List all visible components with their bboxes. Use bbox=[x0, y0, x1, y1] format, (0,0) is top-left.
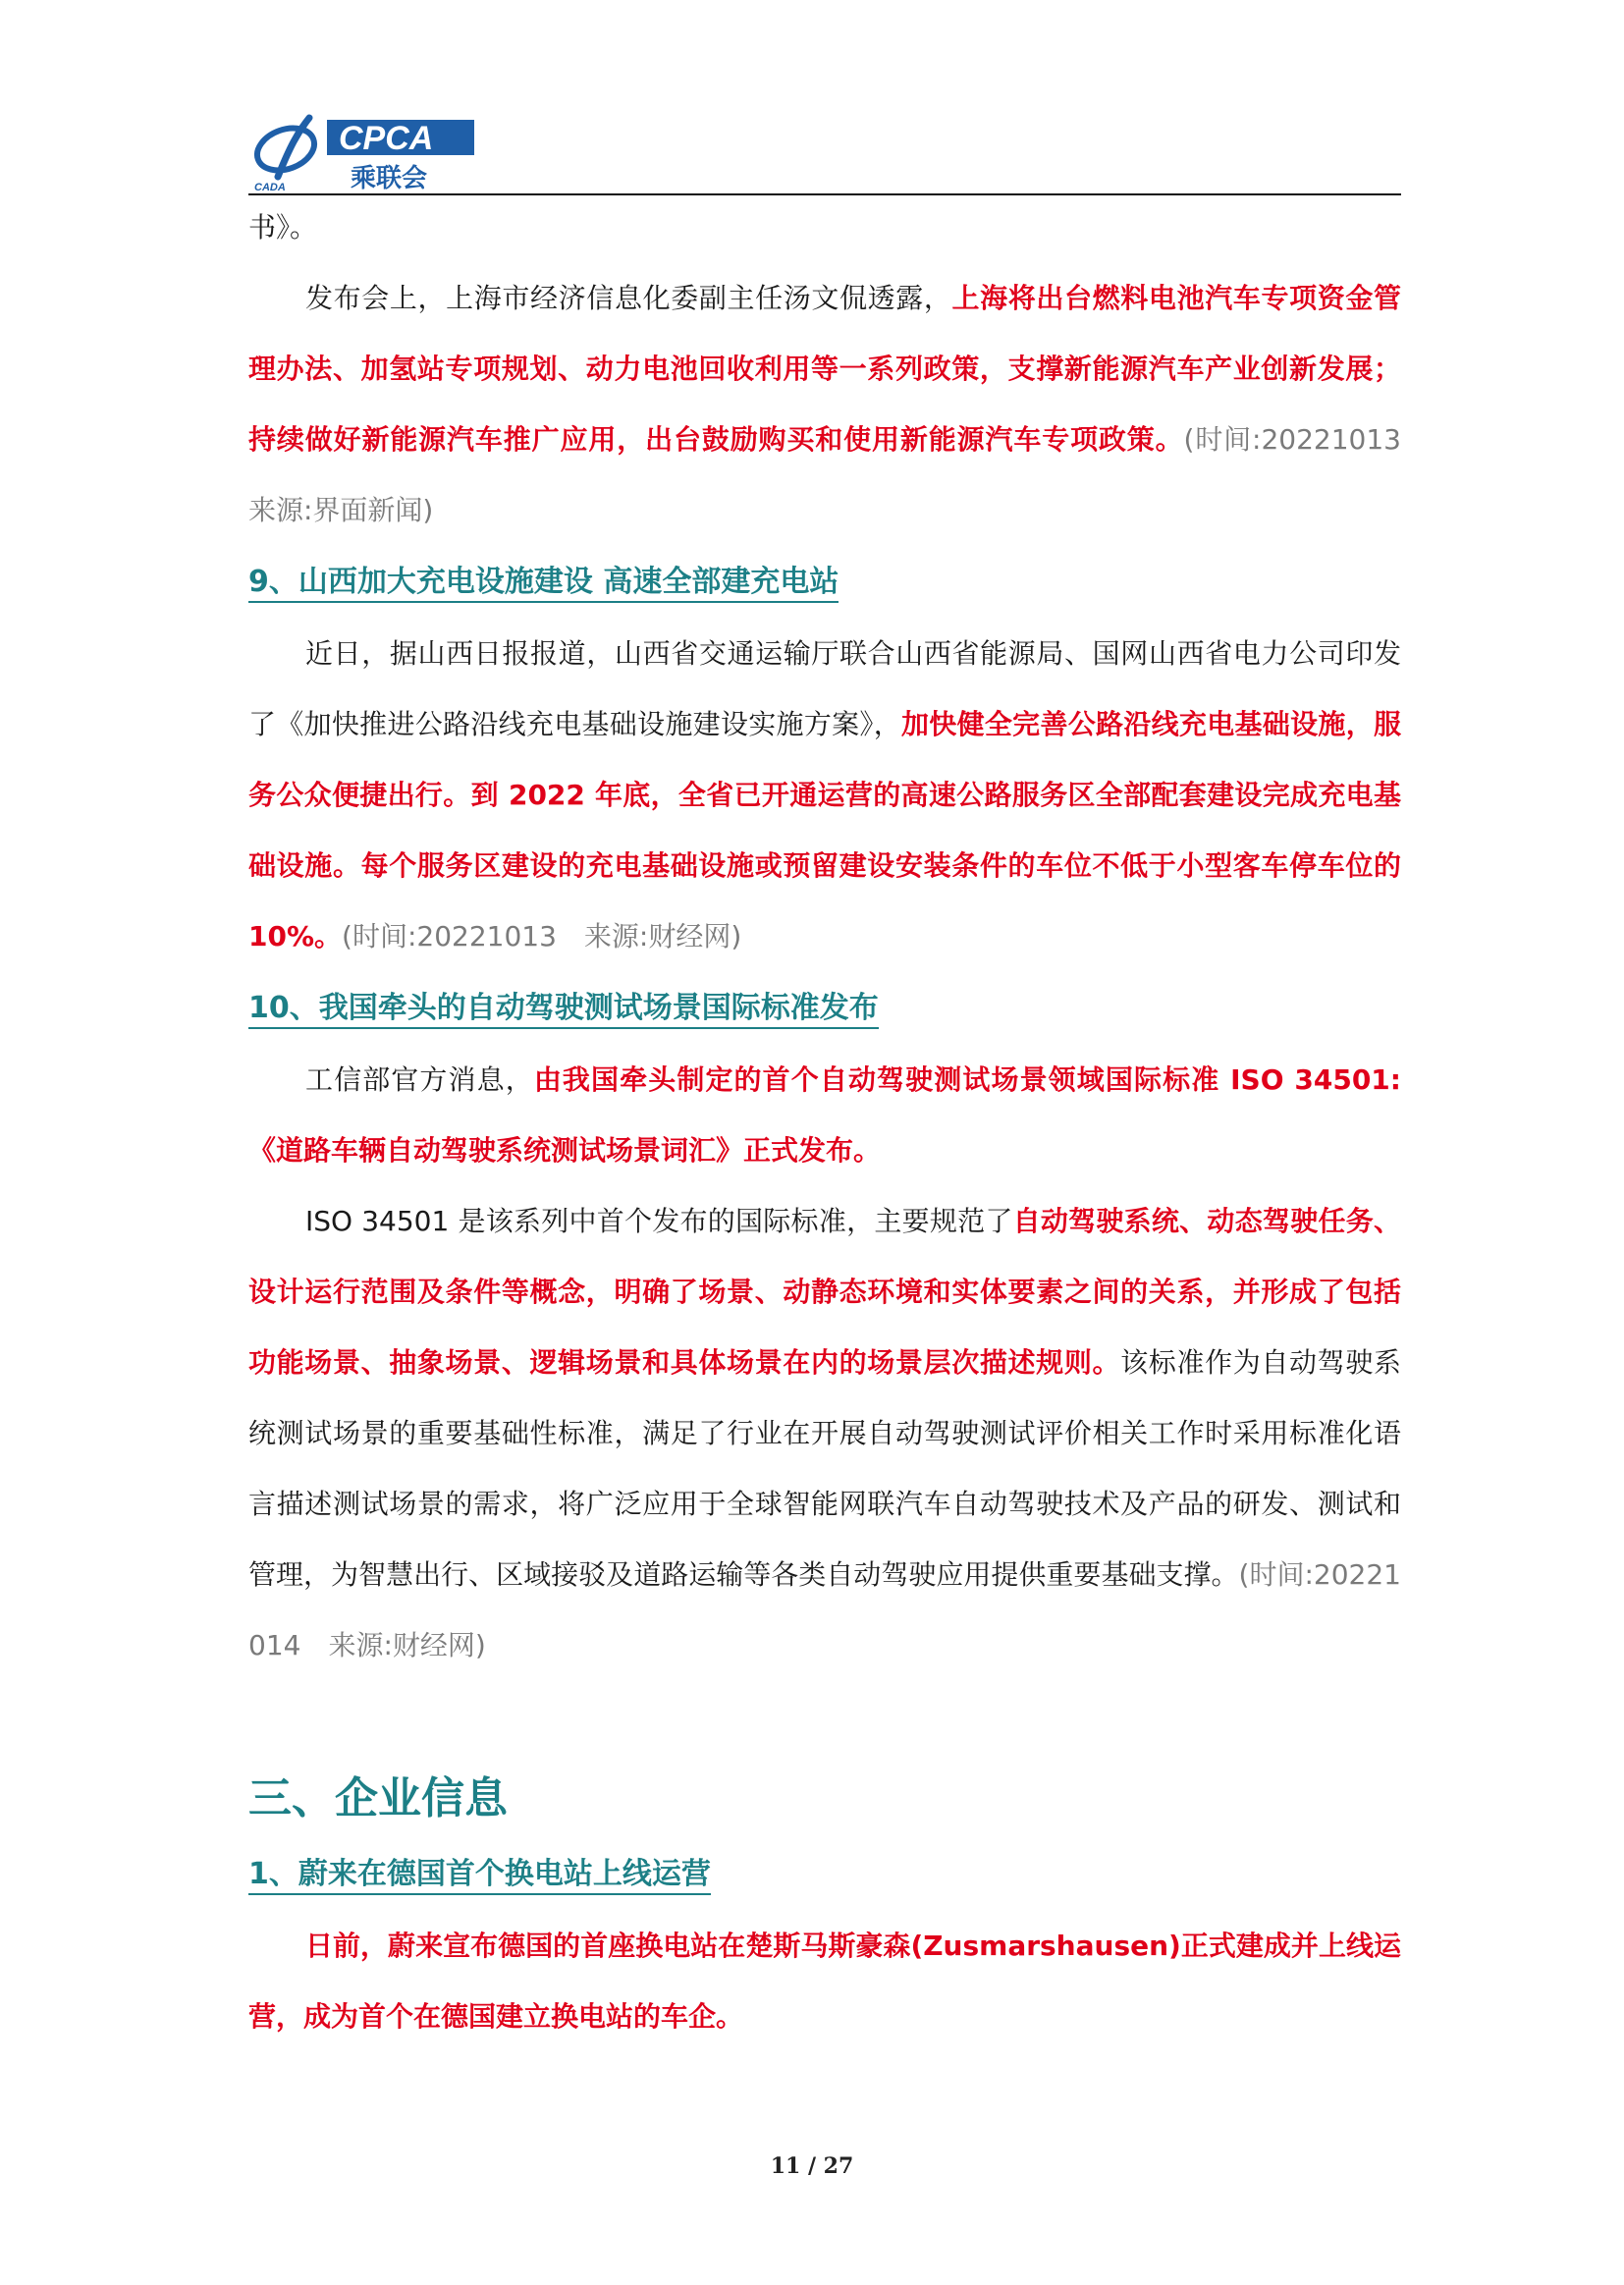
svg-text:CPCA: CPCA bbox=[339, 120, 434, 157]
paragraph-shanghai bbox=[248, 263, 1430, 546]
text-normal: 发布会上，上海市经济信息化委副主任汤文侃透露， bbox=[305, 282, 952, 314]
page-header bbox=[248, 108, 1401, 196]
text-normal: 近日，据山西日报报道，山西省交通运输厅联合山西省能源局、国网山西省电力公司印发了《加快推进公路沿线充电基础设施建设实施方案》， bbox=[248, 637, 1401, 740]
page-number: 11 / 27 bbox=[770, 2153, 854, 2179]
source-note: (时间:20221014 来源:财经网) bbox=[248, 1558, 1401, 1661]
text-highlight: 上海将出台燃料电池汽车专项资金管理办法、加氢站专项规划、动力电池回收利用等一系列政策，支撑新能源汽车产业创新发展；持续做好新能源汽车推广应用，出台鼓励购买和使用新能源汽车专项政策。 bbox=[248, 282, 1401, 456]
cpca-logo bbox=[248, 108, 484, 194]
svg-text:CADA: CADA bbox=[254, 182, 286, 193]
paragraph-nio: 日前，蔚来宣布德国的首座换电站在楚斯马斯豪森(Zusmarshausen)正式建成并上线运营，成为首个在德国建立换电站的车企。 bbox=[248, 1930, 1401, 2033]
section-heading-enterprise: 三、企业信息 bbox=[248, 1773, 508, 1823]
paragraph-miit bbox=[248, 1045, 1401, 1186]
heading-enterprise-item-1: 1、蔚来在德国首个换电站上线运营 bbox=[248, 1838, 1401, 1911]
page-content bbox=[248, 192, 1430, 2052]
source-note: (时间:20221013 来源:界面新闻) bbox=[248, 423, 1430, 526]
source-note: (时间:20221013 来源:财经网) bbox=[342, 920, 742, 952]
text-highlight: 加快健全完善公路沿线充电基础设施，服务公众便捷出行。到 2022 年底，全省已开通运营的高速公路服务区全部配套建设完成充电基础设施。每个服务区建设的充电基础设施或预留建设安装条件的车位不低于小型客车停车位的 10%。 bbox=[248, 708, 1401, 952]
heading-item-10: 10、我国牵头的自动驾驶测试场景国际标准发布 bbox=[248, 972, 1401, 1045]
paragraph-iso34501 bbox=[248, 1186, 1401, 1681]
text-highlight: 由我国牵头制定的首个自动驾驶测试场景领域国际标准 ISO 34501:《道路车辆自动驾驶系统测试场景词汇》正式发布。 bbox=[248, 1063, 1401, 1167]
text-normal: ISO 34501 是该系列中首个发布的国际标准，主要规范了 bbox=[305, 1205, 1013, 1237]
svg-text:乘联会: 乘联会 bbox=[351, 164, 428, 193]
paragraph-shanxi bbox=[248, 619, 1401, 972]
text-normal: 工信部官方消息， bbox=[305, 1063, 534, 1096]
paragraph-continuation: 书》。 bbox=[248, 211, 318, 244]
section-spacer bbox=[248, 1681, 1401, 1760]
text-normal: 该标准作为自动驾驶系统测试场景的重要基础性标准，满足了行业在开展自动驾驶测试评价相关工作时采用标准化语言描述测试场景的需求，将广泛应用于全球智能网联汽车自动驾驶技术及产品的研发、测试和管理，为智慧出行、区域接驳及道路运输等各类自动驾驶应用提供重要基础支撑。 bbox=[248, 1346, 1401, 1591]
heading-item-9: 9、山西加大充电设施建设 高速全部建充电站 bbox=[248, 546, 1401, 619]
text-highlight: 自动驾驶系统、动态驾驶任务、设计运行范围及条件等概念，明确了场景、动静态环境和实体要素之间的关系，并形成了包括功能场景、抽象场景、逻辑场景和具体场景在内的场景层次描述规则。 bbox=[248, 1205, 1401, 1379]
